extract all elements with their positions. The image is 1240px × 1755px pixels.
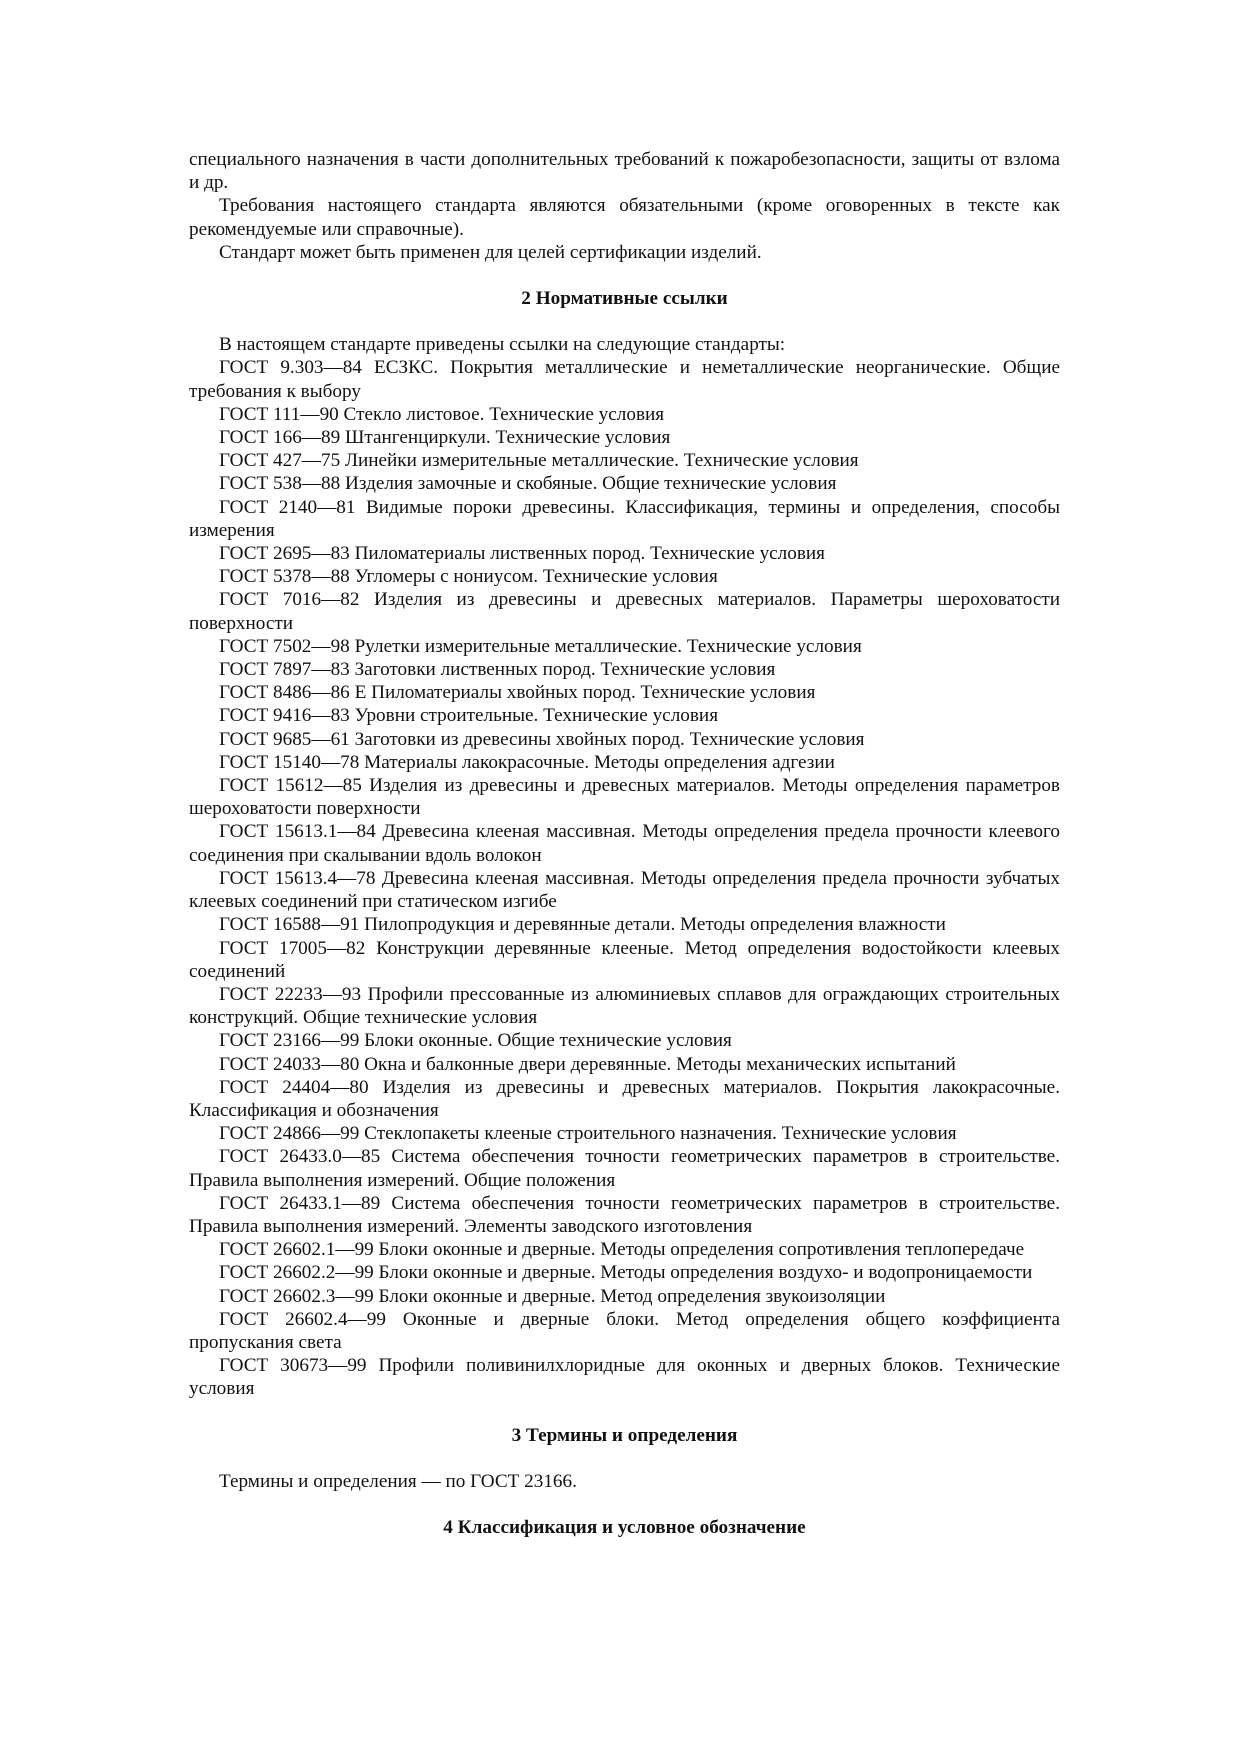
reference-item: ГОСТ 26433.0—85 Система обеспечения точности геометрических параметров в строительстве. Правила выполнения измерений. Общие положения	[189, 1146, 1060, 1191]
reference-item: ГОСТ 26433.1—89 Система обеспечения точности геометрических параметров в строительстве. Правила выполнения измерений. Элементы заводского изготовления	[189, 1192, 1060, 1237]
reference-item: ГОСТ 23166—99 Блоки оконные. Общие технические условия	[219, 1030, 732, 1052]
reference-item: ГОСТ 24866—99 Стеклопакеты клееные строительного назначения. Технические условия	[219, 1123, 957, 1145]
reference-item: ГОСТ 24033—80 Окна и балконные двери деревянные. Методы механических испытаний	[219, 1053, 956, 1075]
reference-item: ГОСТ 2695—83 Пиломатериалы лиственных пород. Технические условия	[219, 543, 825, 565]
document-page	[189, 148, 1060, 1539]
intro-paragraph-certification: Стандарт может быть применен для целей сертификации изделий.	[219, 241, 762, 263]
reference-item: ГОСТ 15613.1—84 Древесина клееная массивная. Методы определения предела прочности клеевого соединения при скалывании вдоль волокон	[189, 821, 1060, 866]
reference-item: ГОСТ 9685—61 Заготовки из древесины хвойных пород. Технические условия	[219, 728, 865, 750]
reference-item: ГОСТ 166—89 Штангенциркули. Технические условия	[219, 427, 671, 449]
reference-item: ГОСТ 15140—78 Материалы лакокрасочные. Методы определения адгезии	[219, 751, 835, 773]
intro-paragraph-continued: специального назначения в части дополнительных требований к пожаробезопасности, защиты от взлома и др.	[189, 149, 1060, 194]
section-3-heading: 3 Термины и определения	[511, 1424, 738, 1446]
section-2-lead: В настоящем стандарте приведены ссылки на следующие стандарты:	[219, 334, 786, 356]
reference-item: ГОСТ 15613.4—78 Древесина клееная массивная. Методы определения предела прочности зубчатых клеевых соединений при статическом изгибе	[189, 867, 1060, 913]
reference-item: ГОСТ 26602.3—99 Блоки оконные и дверные. Метод определения звукоизоляции	[219, 1285, 886, 1307]
section-4-heading: 4 Классификация и условное обозначение	[443, 1516, 806, 1538]
reference-item: ГОСТ 17005—82 Конструкции деревянные клееные. Метод определения водостойкости клеевых соединений	[189, 937, 1060, 982]
reference-item: ГОСТ 5378—88 Угломеры с нониусом. Технические условия	[219, 566, 718, 588]
reference-item: ГОСТ 30673—99 Профили поливинилхлоридные для оконных и дверных блоков. Технические условия	[189, 1355, 1060, 1400]
reference-item: ГОСТ 26602.2—99 Блоки оконные и дверные. Методы определения воздухо- и водопроницаемости	[219, 1262, 1033, 1284]
section-3-text: Термины и определения — по ГОСТ 23166.	[219, 1470, 577, 1492]
reference-item: ГОСТ 111—90 Стекло листовое. Технические условия	[219, 403, 665, 425]
reference-item: ГОСТ 8486—86 Е Пиломатериалы хвойных пород. Технические условия	[219, 682, 816, 704]
reference-item: ГОСТ 24404—80 Изделия из древесины и древесных материалов. Покрытия лакокрасочные. Классификация и обозначения	[189, 1076, 1060, 1121]
reference-item: ГОСТ 7016—82 Изделия из древесины и древесных материалов. Параметры шероховатости поверхности	[189, 589, 1060, 634]
normative-references-list	[189, 356, 1060, 1400]
intro-paragraph-mandatory: Требования настоящего стандарта являются обязательными (кроме оговоренных в тексте как рекомендуемые или справочные).	[189, 195, 1060, 240]
reference-item: ГОСТ 7502—98 Рулетки измерительные металлические. Технические условия	[219, 635, 862, 657]
reference-item: ГОСТ 26602.1—99 Блоки оконные и дверные. Методы определения сопротивления теплопередаче	[219, 1239, 1025, 1261]
reference-item: ГОСТ 538—88 Изделия замочные и скобяные. Общие технические условия	[219, 473, 837, 495]
reference-item: ГОСТ 15612—85 Изделия из древесины и древесных материалов. Методы определения параметров шероховатости поверхности	[189, 775, 1060, 820]
reference-item: ГОСТ 9416—83 Уровни строительные. Технические условия	[219, 705, 719, 727]
reference-item: ГОСТ 16588—91 Пилопродукция и деревянные детали. Методы определения влажности	[219, 914, 946, 936]
section-2-heading: 2 Нормативные ссылки	[521, 288, 728, 310]
reference-item: ГОСТ 427—75 Линейки измерительные металлические. Технические условия	[219, 450, 859, 472]
reference-item: ГОСТ 7897—83 Заготовки лиственных пород. Технические условия	[219, 659, 776, 681]
reference-item: ГОСТ 9.303—84 ЕСЗКС. Покрытия металлические и неметаллические неорганические. Общие требования к выбору	[189, 357, 1060, 402]
reference-item: ГОСТ 26602.4—99 Оконные и дверные блоки. Метод определения общего коэффициента пропускания света	[189, 1308, 1060, 1353]
reference-item: ГОСТ 2140—81 Видимые пороки древесины. Классификация, термины и определения, способы измерения	[189, 496, 1060, 541]
reference-item: ГОСТ 22233—93 Профили прессованные из алюминиевых сплавов для ограждающих строительных конструкций. Общие технические условия	[189, 983, 1060, 1029]
